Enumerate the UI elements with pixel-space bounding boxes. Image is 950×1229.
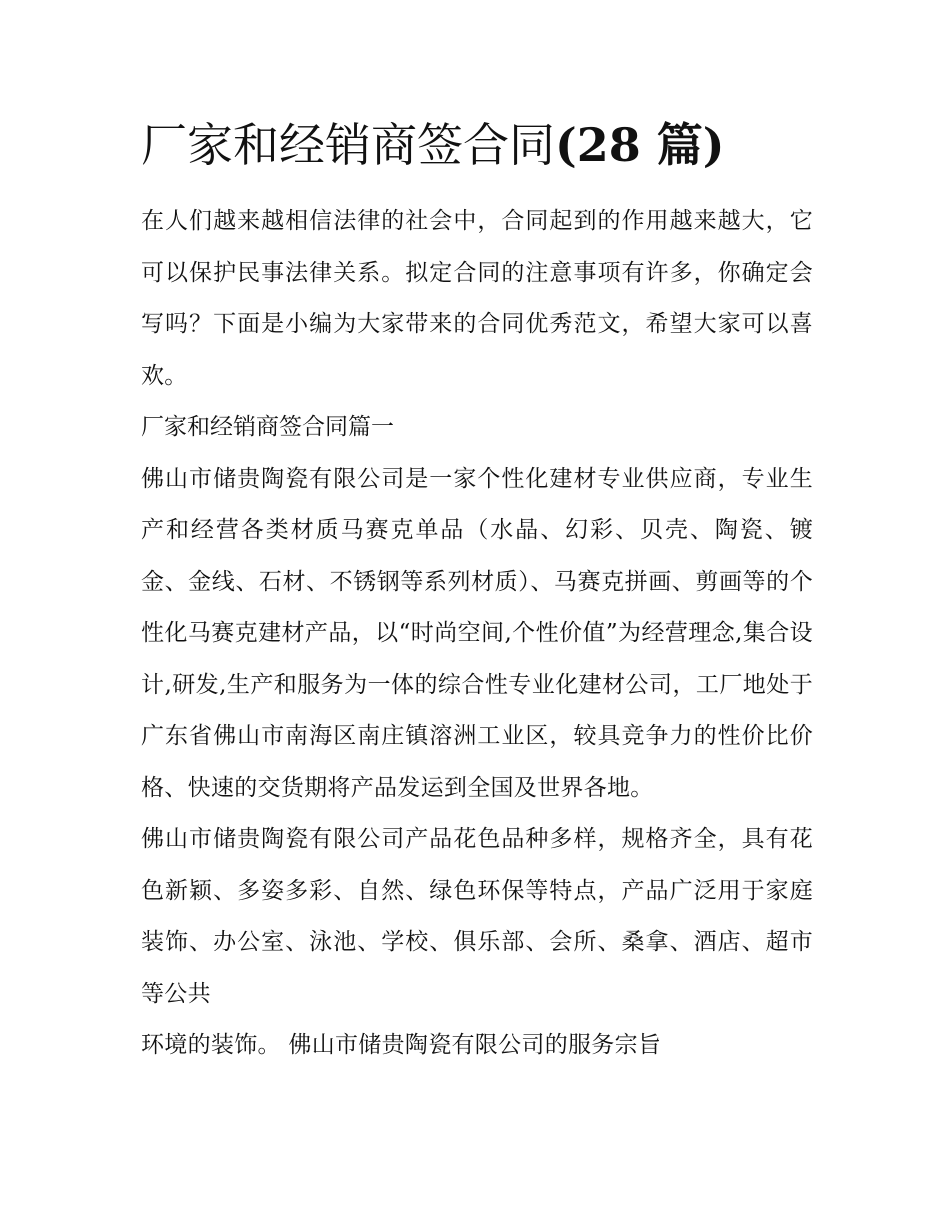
title-main: 厂家和经销商签合同 [141, 118, 555, 172]
body-paragraph-1: 佛山市储贵陶瓷有限公司是一家个性化建材专业供应商，专业生产和经营各类材质马赛克单品（水晶、幻彩、贝壳、陶瓷、镀金、金线、石材、不锈钢等系列材质）、马赛克拼画、剪画等的个性化马赛克建材产品，以“时尚空间,个性价值”为经营理念,集合设计,研发,生产和服务为一体的综合性专业化建材公司，工厂地处于广东省佛山市南海区南庄镇溶洲工业区，较具竞争力的性价比价格、快速的交货期将产品发运到全国及世界各地。 [141, 465, 813, 801]
body-paragraph-2: 佛山市储贵陶瓷有限公司产品花色品种多样，规格齐全，具有花色新颖、多姿多彩、自然、绿色环保等特点，产品广泛用于家庭装饰、办公室、泳池、学校、俱乐部、会所、桑拿、酒店、超市等公共 [141, 826, 813, 1007]
document-content [141, 114, 813, 1072]
title-count: (28 篇) [555, 118, 725, 172]
section-heading: 厂家和经销商签合同篇一 [141, 414, 394, 440]
intro-paragraph: 在人们越来越相信法律的社会中，合同起到的作用越来越大，它可以保护民事法律关系。拟定合同的注意事项有许多，你确定会写吗？下面是小编为大家带来的合同优秀范文，希望大家可以喜欢。 [141, 208, 813, 389]
body-paragraph-3: 环境的装饰。 佛山市储贵陶瓷有限公司的服务宗旨 [141, 1032, 662, 1058]
page-title [141, 114, 813, 176]
